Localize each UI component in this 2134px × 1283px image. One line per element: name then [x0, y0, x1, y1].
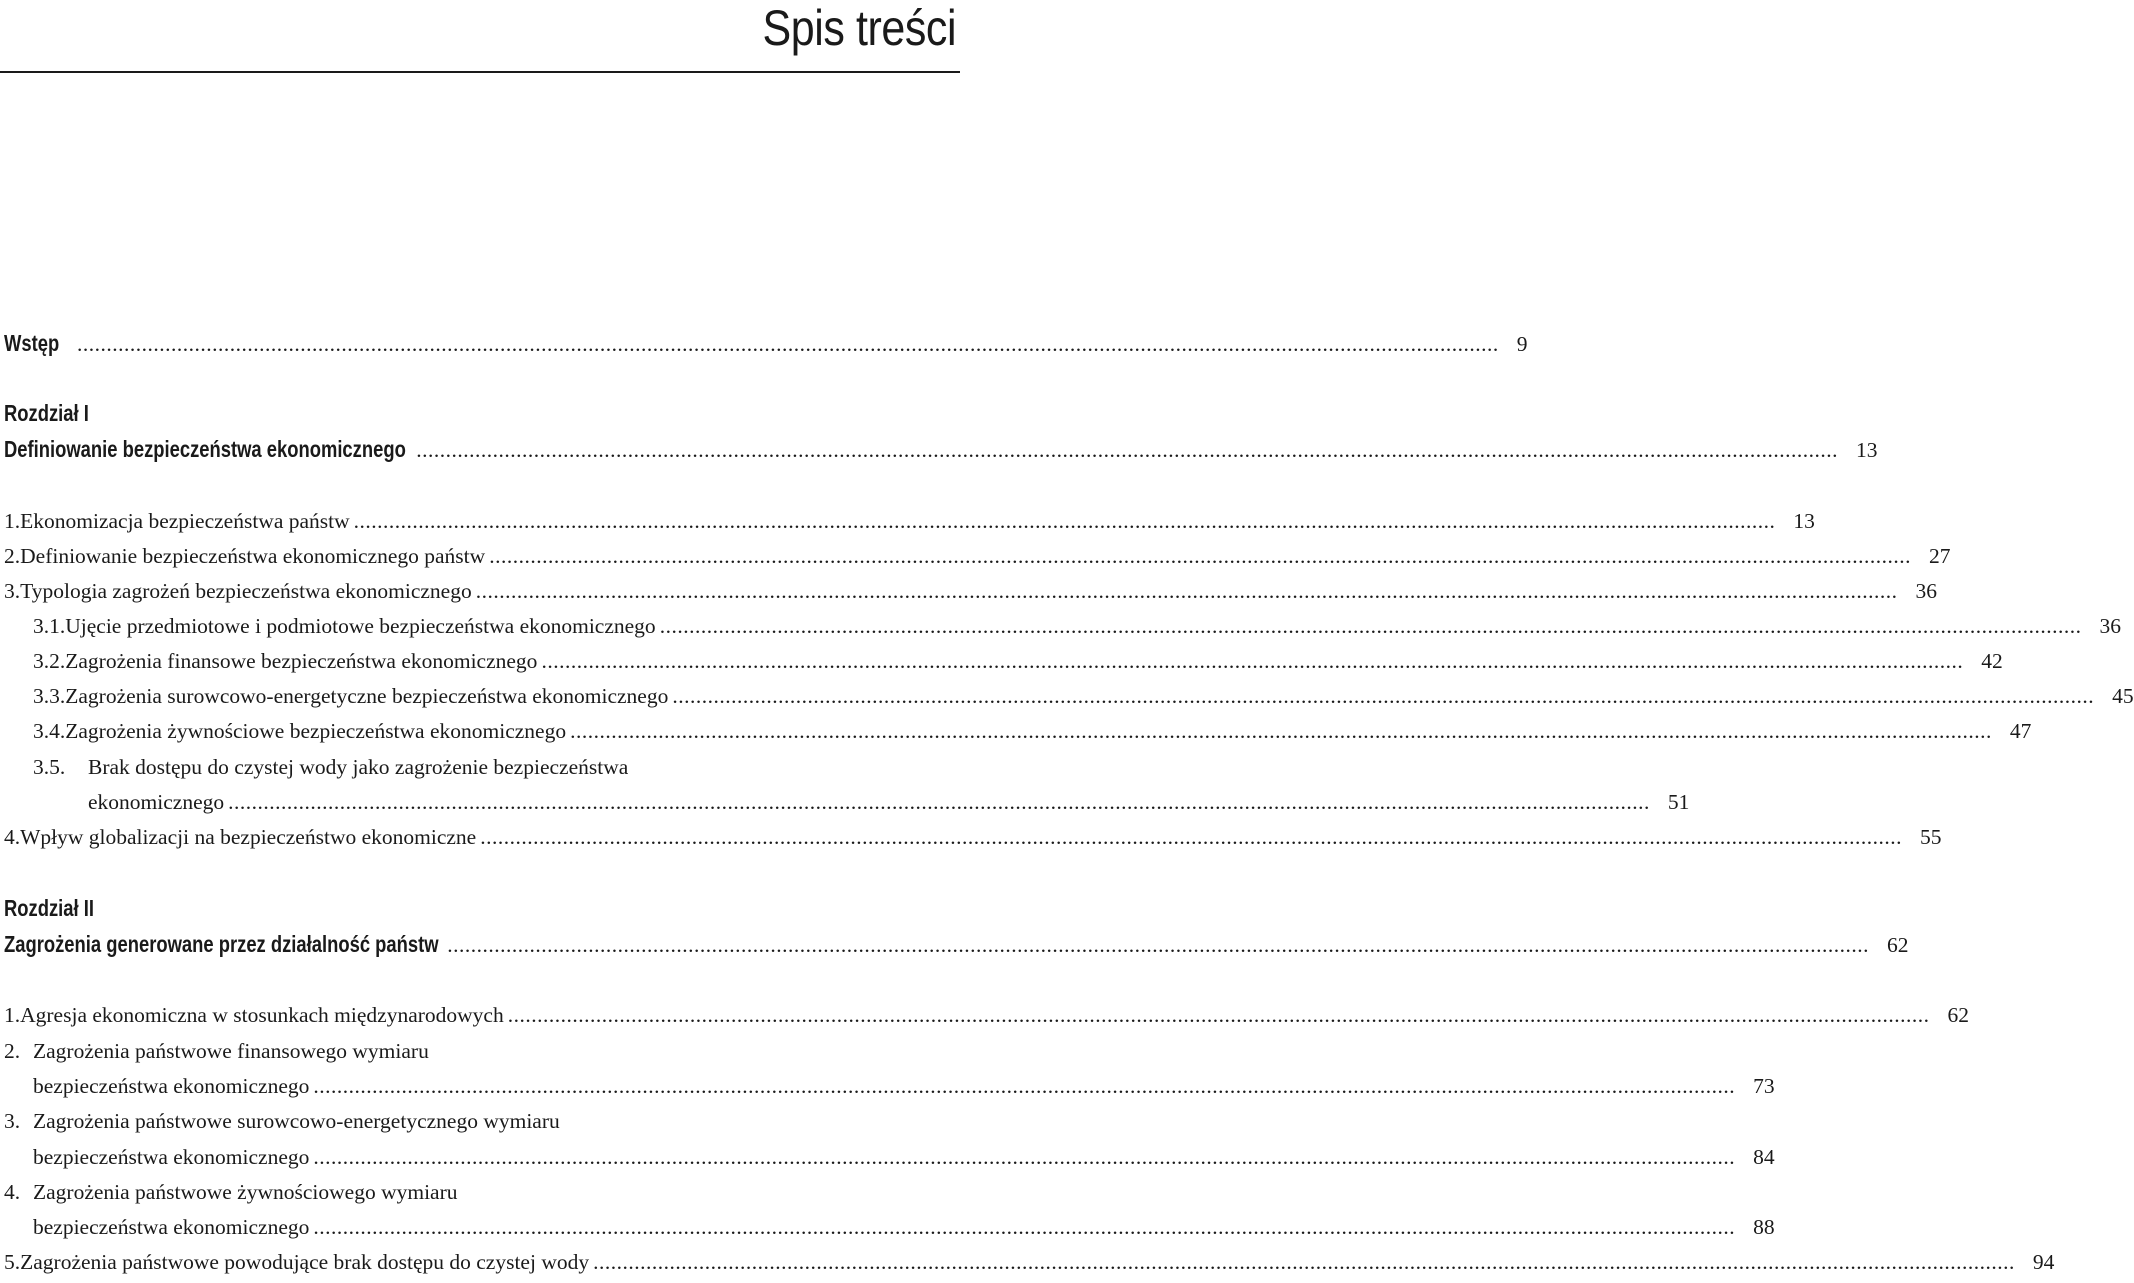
toc-entry[interactable]: [4, 611, 2121, 641]
toc-entry-title: Zagrożenia surowcowo-energetyczne bezpieczeństwa ekonomicznego: [65, 684, 669, 708]
toc-entry-title: bezpieczeństwa ekonomicznego: [33, 1074, 310, 1098]
leader-dots: [541, 646, 1963, 676]
leader-dots: [313, 1071, 1735, 1101]
toc-entry-number: 3.5.: [33, 755, 66, 779]
toc-entry-number: 2.: [4, 1039, 21, 1063]
leader-dots: [480, 822, 1902, 852]
toc-entry-title: Zagrożenia żywnościowe bezpieczeństwa ekonomicznego: [65, 719, 567, 743]
toc-entry[interactable]: [4, 716, 2032, 746]
toc-page-number: 45: [2112, 684, 2134, 708]
toc-entry-number: 3.1.: [33, 614, 66, 638]
toc-entry-continuation[interactable]: [4, 1142, 1775, 1172]
toc-entry-number: 1.: [4, 509, 21, 533]
toc-entry[interactable]: [4, 541, 1951, 571]
toc-page-number: 55: [1919, 825, 1942, 849]
toc-entry-title: bezpieczeństwa ekonomicznego: [33, 1145, 310, 1169]
toc-entry-number: 1.: [4, 1003, 21, 1027]
leader-dots: [476, 576, 1898, 606]
toc-entry-title: Zagrożenia państwowe surowcowo-energetycznego wymiaru: [33, 1109, 560, 1133]
leader-dots: [660, 611, 2082, 641]
toc-page-number: 13: [1856, 438, 1878, 462]
toc-entry[interactable]: [4, 1036, 954, 1066]
leader-dots: [508, 1000, 1930, 1030]
toc-entry-title: Brak dostępu do czystej wody jako zagrożenie bezpieczeństwa: [88, 755, 629, 779]
toc-page-number: 84: [1753, 1145, 1775, 1169]
toc-entry-continuation[interactable]: [4, 787, 1690, 817]
toc-entry-title: Ekonomizacja bezpieczeństwa państw: [20, 509, 350, 533]
leader-dots: [77, 329, 1499, 359]
toc-page-number: 13: [1793, 509, 1815, 533]
leader-dots: [447, 930, 1869, 960]
toc-entry-title: Ujęcie przedmiotowe i podmiotowe bezpieczeństwa ekonomicznego: [65, 614, 656, 638]
toc-entry-title: Zagrożenia państwowe żywnościowego wymiaru: [33, 1180, 458, 1204]
toc-entry-title: Definiowanie bezpieczeństwa ekonomicznego: [4, 436, 406, 462]
toc-entry-title: Rozdział II: [4, 895, 94, 921]
toc-entry-continuation[interactable]: [4, 1071, 1775, 1101]
toc-page-number: 9: [1516, 332, 1528, 356]
toc-page-number: 47: [2009, 719, 2032, 743]
toc-entry[interactable]: [4, 1000, 1969, 1030]
toc-page-number: 62: [1886, 933, 1909, 957]
chapter-label: [4, 893, 954, 923]
toc-page-number: 88: [1753, 1215, 1775, 1239]
leader-dots: [672, 681, 2094, 711]
leader-dots: [313, 1142, 1735, 1172]
leader-dots: [416, 435, 1838, 465]
toc-entry-title: Zagrożenia państwowe finansowego wymiaru: [33, 1039, 429, 1063]
leader-dots: [228, 787, 1650, 817]
toc-page-number: 62: [1947, 1003, 1969, 1027]
title-rule: [0, 71, 960, 73]
toc-entry-number: 5.: [4, 1250, 21, 1274]
toc-entry-chapter-2[interactable]: [4, 929, 1909, 959]
toc-entry[interactable]: [4, 1247, 2055, 1277]
leader-dots: [313, 1212, 1735, 1242]
chapter-label: [4, 398, 954, 428]
toc-page-number: 73: [1753, 1074, 1775, 1098]
toc-entry-number: 4.: [4, 1180, 21, 1204]
toc-page-number: 51: [1667, 790, 1690, 814]
leader-dots: [354, 506, 1776, 536]
toc-entry-continuation[interactable]: [4, 1212, 1775, 1242]
toc-entry[interactable]: [4, 752, 983, 782]
toc-entry[interactable]: [4, 506, 1815, 536]
leader-dots: [489, 541, 1911, 571]
toc-entry-title: Zagrożenia finansowe bezpieczeństwa ekonomicznego: [65, 649, 538, 673]
toc-entry-chapter-1[interactable]: [4, 434, 1878, 464]
toc-entry[interactable]: [4, 822, 1942, 852]
toc-entry-title: Wpływ globalizacji na bezpieczeństwo ekonomiczne: [20, 825, 477, 849]
toc-entry-wstep[interactable]: [4, 328, 1528, 358]
toc-entry-title: Zagrożenia państwowe powodujące brak dostępu do czystej wody: [20, 1250, 590, 1274]
toc-entry-number: 2.: [4, 544, 21, 568]
leader-dots: [570, 716, 1992, 746]
toc-entry-number: 3.4.: [33, 719, 66, 743]
toc-entry-number: 4.: [4, 825, 21, 849]
toc-entry[interactable]: [4, 681, 2134, 711]
toc-entry-title: Zagrożenia generowane przez działalność państw: [4, 931, 439, 957]
toc-page-number: 42: [1981, 649, 2003, 673]
leader-dots: [593, 1247, 2015, 1277]
toc-page-number: 36: [1915, 579, 1937, 603]
toc-entry-number: 3.2.: [33, 649, 66, 673]
toc-entry-title: Rozdział I: [4, 400, 89, 426]
toc-page-number: 36: [2099, 614, 2121, 638]
toc-entry-title: ekonomicznego: [88, 790, 225, 814]
toc-entry[interactable]: [4, 1177, 954, 1207]
toc-entry[interactable]: [4, 576, 1937, 606]
toc-entry-number: 3.3.: [33, 684, 66, 708]
toc-entry-title: Definiowanie bezpieczeństwa ekonomicznego państw: [20, 544, 486, 568]
page-title: Spis treści: [762, 0, 956, 56]
toc-page-number: 27: [1928, 544, 1951, 568]
toc-entry[interactable]: [4, 646, 2003, 676]
toc-entry[interactable]: [4, 1106, 954, 1136]
toc-page-number: 94: [2032, 1250, 2055, 1274]
toc-entry-title: Typologia zagrożeń bezpieczeństwa ekonomicznego: [20, 579, 472, 603]
toc-entry-number: 3.: [4, 1109, 21, 1133]
toc-entry-title: Agresja ekonomiczna w stosunkach międzynarodowych: [20, 1003, 504, 1027]
toc-entry-title: Wstęp: [4, 330, 60, 356]
toc-entry-title: bezpieczeństwa ekonomicznego: [33, 1215, 310, 1239]
toc-entry-number: 3.: [4, 579, 21, 603]
